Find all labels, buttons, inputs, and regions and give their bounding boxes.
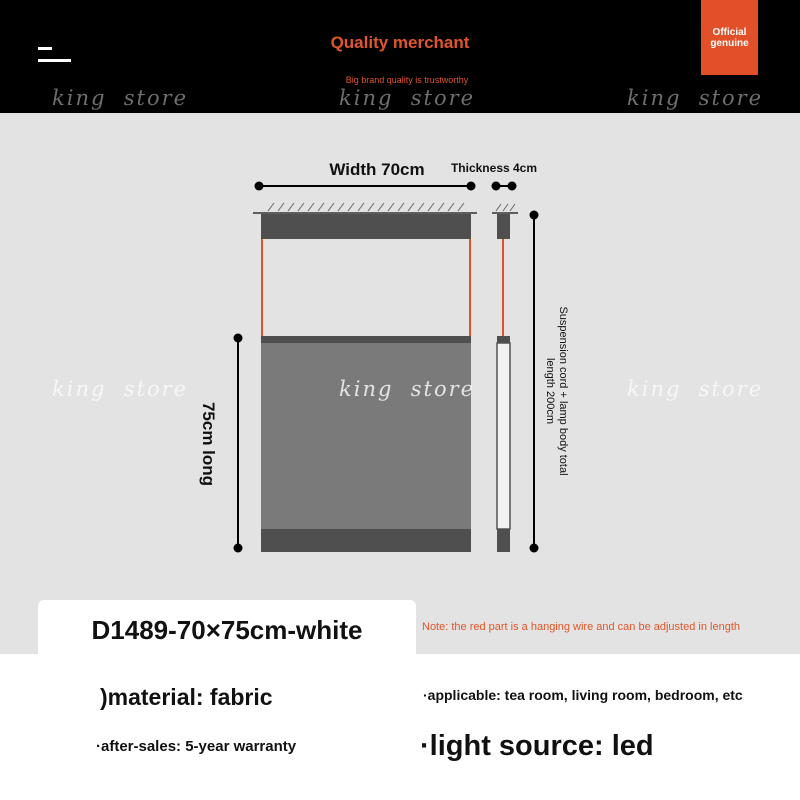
cord-label-line-1: Suspension cord + lamp body total bbox=[557, 306, 569, 476]
badge-line-1: Official bbox=[712, 26, 747, 38]
header-bar bbox=[0, 0, 800, 113]
dimension-diagram bbox=[0, 113, 800, 654]
watermark: king store bbox=[627, 377, 764, 401]
lamp-body bbox=[261, 343, 471, 529]
cord-label-line-2: length 200cm bbox=[544, 357, 556, 425]
thickness-dimension bbox=[492, 182, 517, 191]
watermark: king store bbox=[339, 377, 476, 401]
total-length-dimension bbox=[530, 211, 539, 553]
watermark: king store bbox=[52, 86, 189, 110]
side-bottom-frame bbox=[497, 529, 510, 552]
width-label: Width 70cm bbox=[329, 160, 425, 179]
spec-light-source: ·light source: led bbox=[420, 730, 654, 762]
side-canopy bbox=[497, 214, 510, 239]
spec-after-sales: ·after-sales: 5-year warranty bbox=[96, 738, 297, 755]
model-label-box bbox=[38, 600, 416, 660]
spec-material: )material: fabric bbox=[100, 684, 273, 710]
ceiling-canopy bbox=[261, 214, 471, 239]
badge-line-2: genuine bbox=[710, 37, 749, 49]
page-title: Quality merchant bbox=[330, 33, 470, 52]
hanging-wire-note: Note: the red part is a hanging wire and can be adjusted in length bbox=[416, 612, 786, 642]
width-dimension bbox=[255, 182, 476, 191]
model-name: D1489-70×75cm-white bbox=[91, 614, 363, 645]
side-ceiling-hatch bbox=[492, 204, 518, 213]
official-genuine-badge bbox=[701, 0, 758, 75]
thickness-label: Thickness 4cm bbox=[450, 161, 538, 175]
watermark: king store bbox=[52, 377, 189, 401]
side-lamp-body bbox=[497, 343, 510, 529]
length-dimension bbox=[234, 334, 243, 553]
watermark: king store bbox=[627, 86, 764, 110]
length-label: 75cm long bbox=[199, 401, 218, 487]
lamp-top-frame bbox=[261, 336, 471, 343]
spec-applicable: ·applicable: tea room, living room, bedroom, etc bbox=[423, 687, 743, 703]
page-subtitle: Big brand quality is trustworthy bbox=[345, 75, 469, 85]
ceiling-mount-hatch bbox=[253, 203, 477, 213]
side-top-frame bbox=[497, 336, 510, 343]
lamp-bottom-frame bbox=[261, 529, 471, 552]
watermark: king store bbox=[339, 86, 476, 110]
